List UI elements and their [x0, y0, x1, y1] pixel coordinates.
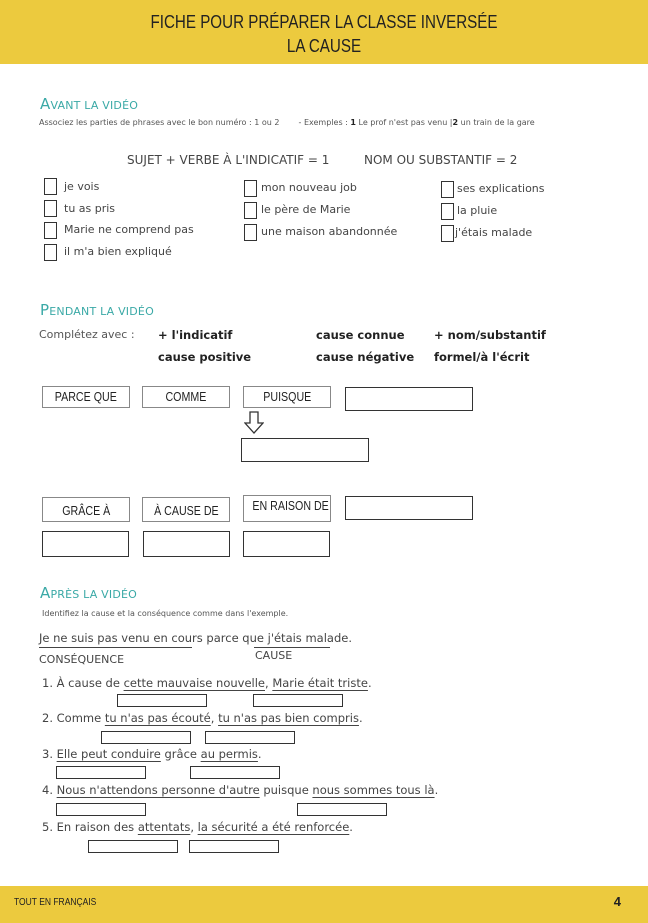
item-label: je vois — [64, 180, 100, 193]
exercise-sentence-5 — [42, 820, 353, 834]
column-heading-indicatif: SUJET + VERBE À L'INDICATIF = 1 — [127, 153, 330, 167]
text-segment: j'étais malade. — [267, 631, 352, 645]
header-title-line2: LA CAUSE — [286, 35, 362, 56]
checkbox-je-vois[interactable] — [44, 178, 57, 195]
answer-box-5a[interactable] — [88, 840, 178, 853]
text-segment: . — [257, 747, 262, 761]
answer-box-puisque[interactable] — [241, 438, 369, 462]
exercise-sentence-2 — [42, 711, 363, 725]
checkbox-mon-nouveau-job[interactable] — [244, 180, 257, 197]
down-arrow-icon — [244, 411, 264, 435]
answer-box-1a[interactable] — [117, 694, 207, 707]
checkbox-tu-as-pris[interactable] — [44, 200, 57, 217]
text-segment: À CAUSE DE — [153, 503, 219, 518]
option-nom-substantif: + nom/substantif — [434, 328, 546, 342]
exercise-sentence-4 — [42, 783, 438, 797]
section-title-apres — [40, 584, 137, 602]
page-number: 4 — [613, 894, 621, 909]
item-label: la pluie — [457, 204, 498, 217]
answer-box-3b[interactable] — [190, 766, 280, 779]
cause-line — [254, 647, 330, 648]
text-segment: 1. — [42, 676, 57, 690]
exercise-sentence-3 — [42, 747, 262, 761]
checkbox-la-pluie[interactable] — [441, 203, 454, 220]
item-label: une maison abandonnée — [261, 225, 398, 238]
item-label: ses explications — [457, 182, 545, 195]
text-segment: au permis — [200, 747, 258, 761]
text-segment: attentats — [137, 820, 191, 834]
connector-comme — [142, 386, 230, 408]
text-segment: . — [358, 711, 363, 725]
column-heading-substantif: NOM OU SUBSTANTIF = 2 — [364, 153, 518, 167]
text-segment: . — [367, 676, 372, 690]
connector-grace-a — [42, 497, 130, 522]
checkbox-ses-explications[interactable] — [441, 181, 454, 198]
item-label: le père de Marie — [261, 203, 351, 216]
text-segment: cette mauvaise nouvelle — [123, 676, 265, 690]
text-segment: Le prof n'est pas venu | — [355, 118, 453, 127]
text-segment: la sécurité a été renforcée — [197, 820, 350, 834]
connector-parce-que — [42, 386, 130, 408]
option-cause-connue: cause connue — [316, 328, 405, 342]
text-segment: En raison des — [56, 820, 138, 834]
connector-puisque — [243, 386, 331, 408]
item-label: tu as pris — [64, 202, 116, 215]
item-label: mon nouveau job — [261, 181, 357, 194]
answer-box-a-cause-de[interactable] — [143, 531, 230, 557]
answer-box-en-raison-de[interactable] — [243, 531, 330, 557]
text-segment: A — [40, 95, 51, 113]
option-formel-ecrit: formel/à l'écrit — [434, 350, 530, 364]
header-title-line1: FICHE POUR PRÉPARER LA CLASSE INVERSÉE — [150, 11, 498, 32]
section-title-pendant — [40, 301, 154, 319]
answer-box-4b[interactable] — [297, 803, 387, 816]
option-cause-positive: cause positive — [158, 350, 252, 364]
page-header — [0, 0, 648, 64]
option-cause-negative: cause négative — [316, 350, 415, 364]
text-segment: 2. — [42, 711, 57, 725]
text-segment: tu n'as pas écouté — [104, 711, 211, 725]
item-label: Marie ne comprend pas — [64, 223, 194, 236]
text-segment: Comme — [56, 711, 105, 725]
page-footer — [0, 886, 648, 923]
text-segment: . — [349, 820, 353, 834]
exercise-sentence-1 — [42, 676, 372, 690]
text-segment: Je ne suis pas venu en cours — [39, 631, 203, 645]
consequence-label: CONSÉQUENCE — [39, 653, 125, 666]
text-segment: un train de la gare — [458, 118, 535, 127]
item-label: il m'a bien expliqué — [64, 245, 172, 258]
option-indicatif: + l'indicatif — [158, 328, 233, 342]
text-segment: Marie était triste — [272, 676, 368, 690]
consequence-line — [39, 647, 192, 648]
cause-label: CAUSE — [255, 649, 293, 662]
text-segment: . — [434, 783, 439, 797]
answer-box-2a[interactable] — [101, 731, 191, 744]
text-segment: COMME — [165, 389, 207, 404]
item-label: j'étais malade — [455, 226, 533, 239]
checkbox-jetais-malade[interactable] — [441, 225, 454, 242]
text-segment: Nous n'attendons personne d'autre — [56, 783, 260, 797]
answer-box-4a[interactable] — [56, 803, 146, 816]
text-segment: Associez les parties de phrases avec le bon numéro : 1 ou 2 — [39, 118, 280, 127]
text-segment: 5. — [42, 820, 57, 834]
text-segment: A — [40, 584, 51, 602]
answer-box-2b[interactable] — [205, 731, 295, 744]
avant-instruction — [39, 118, 535, 127]
text-segment: P — [40, 301, 50, 319]
text-segment: - Exemples : — [298, 118, 351, 127]
answer-box-1b[interactable] — [253, 694, 343, 707]
text-segment: À cause de — [56, 676, 124, 690]
answer-box-row2[interactable] — [345, 496, 473, 520]
text-segment: PARCE QUE — [54, 389, 117, 404]
text-segment: , — [265, 676, 273, 690]
answer-box-row1[interactable] — [345, 387, 473, 411]
connector-en-raison-de — [243, 495, 331, 522]
connector-a-cause-de — [142, 497, 230, 522]
text-segment: parce que — [202, 631, 268, 645]
checkbox-il-ma-bien-explique[interactable] — [44, 244, 57, 261]
section-title-avant — [40, 95, 138, 113]
text-segment: VANT LA VIDÉO — [50, 99, 139, 112]
text-segment: 1 — [350, 118, 356, 127]
footer-brand: TOUT EN FRANÇAIS — [14, 897, 97, 908]
checkbox-le-pere-de-marie[interactable] — [244, 202, 257, 219]
checkbox-marie-ne-comprend-pas[interactable] — [44, 222, 57, 239]
text-segment: 4. — [42, 783, 57, 797]
apres-instruction: Identifiez la cause et la conséquence comme dans l'exemple. — [42, 609, 289, 618]
text-segment: PUISQUE — [263, 389, 311, 404]
text-segment: EN RAISON DE — [252, 498, 329, 513]
checkbox-une-maison-abandonnee[interactable] — [244, 224, 257, 241]
complete-label: Complétez avec : — [39, 328, 135, 341]
text-segment: Elle peut conduire — [56, 747, 161, 761]
text-segment: PRÈS LA VIDÉO — [50, 588, 138, 601]
answer-box-5b[interactable] — [189, 840, 279, 853]
text-segment: nous sommes tous là — [312, 783, 435, 797]
answer-box-grace-a[interactable] — [42, 531, 129, 557]
text-segment: tu n'as pas bien compris — [218, 711, 359, 725]
text-segment: grâce — [160, 747, 201, 761]
answer-box-3a[interactable] — [56, 766, 146, 779]
example-sentence — [39, 631, 352, 645]
text-segment: 2 — [452, 118, 459, 127]
text-segment: ENDANT LA VIDÉO — [49, 305, 154, 318]
text-segment: , — [210, 711, 219, 725]
text-segment: , — [190, 820, 198, 834]
text-segment: 3. — [42, 747, 57, 761]
text-segment: GRÂCE À — [62, 503, 110, 518]
text-segment: puisque — [259, 783, 313, 797]
